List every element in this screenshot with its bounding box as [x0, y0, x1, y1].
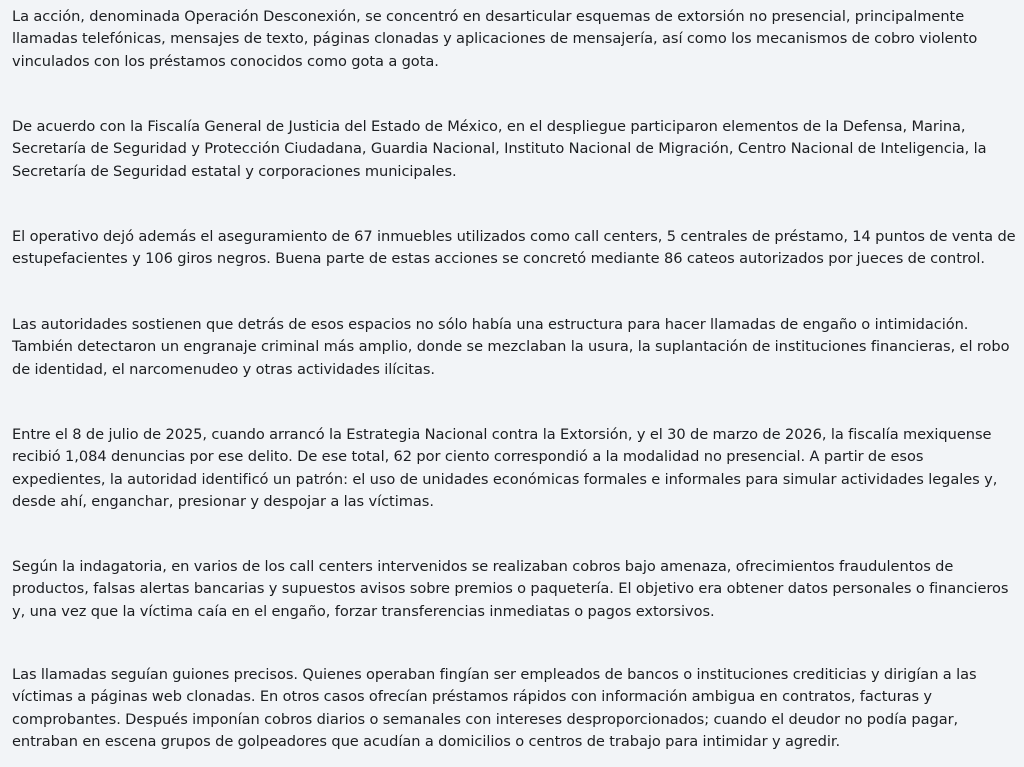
article-paragraph-6: Según la indagatoria, en varios de los call centers intervenidos se realizaban cobros bajo amenaza, ofrecimientos fraudulentos de productos, falsas alertas bancarias y supuestos avisos sobre premios o paquetería. El objetivo era obtener datos personales o financieros y, una vez que la víctima caía en el engaño, forzar transferencias inmediatas o pagos extorsivos.	[12, 558, 1009, 620]
article-paragraph-5: Entre el 8 de julio de 2025, cuando arrancó la Estrategia Nacional contra la Extorsión, y el 30 de marzo de 2026, la fiscalía mexiquense recibió 1,084 denuncias por ese delito. De ese total, 62 por ciento correspondió a la modalidad no presencial. A partir de esos expedientes, la autoridad identificó un patrón: el uso de unidades económicas formales e informales para simular actividades legales y, desde ahí, enganchar, presionar y despojar a las víctimas.	[12, 426, 998, 511]
article-paragraph-2: De acuerdo con la Fiscalía General de Justicia del Estado de México, en el despliegue participaron elementos de la Defensa, Marina, Secretaría de Seguridad y Protección Ciudadana, Guardia Nacional, Instituto Nacional de Migración, Centro Nacional de Inteligencia, la Secretaría de Seguridad estatal y corporaciones municipales.	[12, 118, 987, 180]
article-paragraph-4: Las autoridades sostienen que detrás de esos espacios no sólo había una estructura para hacer llamadas de engaño o intimidación. También detectaron un engranaje criminal más amplio, donde se mezclaban la usura, la suplantación de instituciones financieras, el robo de identidad, el narcomenudeo y otras actividades ilícitas.	[12, 316, 1010, 378]
article-paragraph-1: La acción, denominada Operación Desconexión, se concentró en desarticular esquemas de extorsión no presencial, principalmente llamadas telefónicas, mensajes de texto, páginas clonadas y aplicaciones de mensajería, así como los mecanismos de cobro violento vinculados con los préstamos conocidos como gota a gota.	[12, 8, 978, 70]
article-paragraph-7: Las llamadas seguían guiones precisos. Quienes operaban fingían ser empleados de bancos o instituciones crediticias y dirigían a las víctimas a páginas web clonadas. En otros casos ofrecían préstamos rápidos con información ambigua en contratos, facturas y comprobantes. Después imponían cobros diarios o semanales con intereses desproporcionados; cuando el deudor no podía pagar, entraban en escena grupos de golpeadores que acudían a domicilios o centros de trabajo para intimidar y agredir.	[12, 666, 977, 751]
article-paragraph-3: El operativo dejó además el aseguramiento de 67 inmuebles utilizados como call centers, 5 centrales de préstamo, 14 puntos de venta de estupefacientes y 106 giros negros. Buena parte de estas acciones se concretó mediante 86 cateos autorizados por jueces de control.	[12, 228, 1016, 268]
